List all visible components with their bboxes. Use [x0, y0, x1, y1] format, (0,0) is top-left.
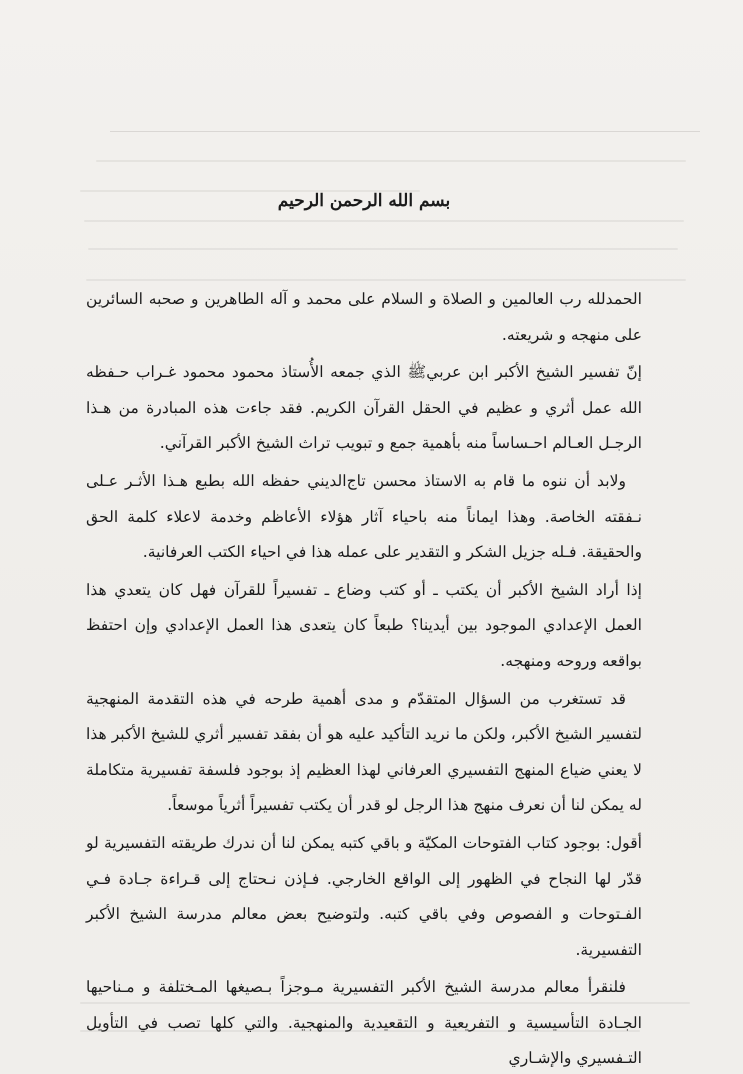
paragraph-tafsir-intro: إنّ تفسير الشيخ الأكبر ابن عربيﷺ الذي جمعه الأُستاذ محمود محمود غـراب حـفظه الله عمل أثري و عظيم في الحقل القرآن الكريم. فقد جاءت هذه المبادرة من هـذا الرجـل العـالم احـساساً منه بأهمية جمع و تبويب تراث الشيخ الأكبر القرآني.	[86, 363, 642, 453]
paragraph-futuhat: أقول: بوجود كتاب الفتوحات المكيّة و باقي كتبه يمكن لنا أن ندرك طريقته التفسيرية لو قدّر لها النجاح في الظهور إلى الواقع الخارجي. فـإذن نـحتاج إلى قـراءة جـادة فـي الفـتوحات و الفصوص وفي باقي كتبه. ولتوضيح بعض معالم مدرسة الشيخ الأكبر التفسيرية.	[86, 833, 642, 959]
paragraph-acknowledgement: ولابد أن ننوه ما قام به الاستاذ محسن تاج‌الديني حفظه الله بطبع هـذا الأثـر عـلى نـفقته الخاصة. وهذا ايماناً منه باحياء آثار هؤلاء الأعاظم وخدمة لاعلاء كلمة الحق والحقيقة. فـله جزيل الشكر و التقدير على عمله هذا في احياء الكتب العرفانية.	[86, 471, 642, 562]
paragraph-methodology: قد تستغرب من السؤال المتقدّم و مدى أهمية طرحه في هذه التقدمة المنهجية لتفسير الشيخ الأكبر، ولكن ما نريد التأكيد عليه هو أن بفقد تفسير أثري للشيخ الأكبر هذا لا يعني ضياع المنهج التفسيري العرفاني لهذا العظيم إذ بوجود فلسفة تفسيرية متكاملة له يمكن لنا أن نعرف منهج هذا الرجل لو قدر أن يكتب تفسيراً أثرياً موسعاً.	[86, 689, 642, 815]
paragraph-school-features: فلنقرأ معالم مدرسة الشيخ الأكبر التفسيرية مـوجزاً بـصيغها المـختلفة و مـناحيها الجـادة التأسيسية و التفريعية و التقعيدية والمنهجية. والتي كلها تصب في التأويل التـفسيري والإشـاري	[86, 978, 642, 1068]
paragraph-praise: الحمدلله رب العالمين و الصلاة و السلام على محمد و آله الطاهرين و صحبه السائرين على منهجه و شريعته.	[86, 290, 642, 344]
paragraph-question: إذا أراد الشيخ الأكبر أن يكتب ـ أو كتب وضاع ـ تفسيراً للقرآن فهل كان يتعدي هذا العمل الإعدادي الموجود بين أيدينا؟ طبعاً كان يتعدى هذا العمل الإعدادي وإن احتفظ بواقعه وروحه ومنهجه.	[86, 580, 642, 670]
bleed-through-line	[96, 160, 686, 162]
basmala-heading: بسم الله الرحمن الرحيم	[277, 191, 451, 211]
document-body	[86, 186, 642, 1074]
bleed-through-header-rule	[110, 131, 700, 132]
